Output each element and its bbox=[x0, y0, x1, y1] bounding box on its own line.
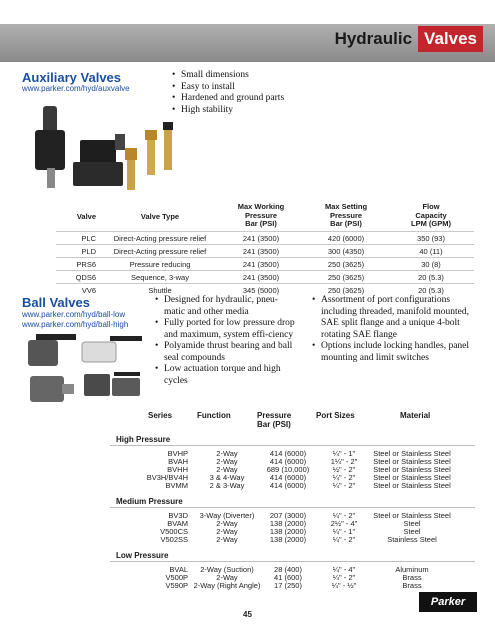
ball-cell-ports: ¼" - 2" bbox=[332, 535, 356, 544]
aux-col-setting-l3: Bar (PSI) bbox=[330, 219, 362, 228]
ball-cell-material: Steel or Stainless Steel bbox=[373, 449, 451, 458]
aux-col-valve: Valve bbox=[76, 212, 96, 221]
aux-col-setting-l1: Max Setting bbox=[324, 202, 368, 211]
ball-cell-series: BVAL bbox=[169, 565, 188, 574]
aux-bullet: • Easy to install bbox=[172, 82, 332, 94]
aux-cell-flow: 30 (8) bbox=[421, 260, 441, 269]
ball-cell-series: V500P bbox=[165, 573, 188, 582]
aux-col-working-l3: Bar (PSI) bbox=[245, 219, 277, 228]
ball-cell-function: 3-Way (Diverter) bbox=[199, 511, 255, 520]
ball-bullet: • Assortment of port configurations including threaded, manifold mounted, SAE split flange and a unique 4-bolt rotating SAE flange bbox=[312, 295, 482, 341]
ball-cell-pressure: 28 (400) bbox=[274, 565, 302, 574]
aux-bullet: • Small dimensions bbox=[172, 70, 332, 82]
aux-cell-type: Direct-Acting pressure relief bbox=[113, 234, 207, 243]
ball-col-pressure-l2: Bar (PSI) bbox=[257, 420, 291, 429]
group-label-high: High Pressure bbox=[116, 435, 171, 444]
header-title-boxed: Valves bbox=[418, 26, 483, 52]
ball-cell-material: Brass bbox=[402, 573, 422, 582]
ball-cell-series: BVMM bbox=[165, 481, 188, 490]
aux-cell-type: Shuttle bbox=[148, 286, 172, 295]
ball-col-ports: Port Sizes bbox=[316, 411, 355, 420]
ball-cell-material: Steel bbox=[403, 519, 421, 528]
group-divider bbox=[110, 561, 475, 562]
ball-cell-function: 3 & 4-Way bbox=[209, 473, 245, 482]
ball-cell-material: Brass bbox=[402, 581, 422, 590]
aux-valves-photo bbox=[25, 100, 175, 200]
aux-col-setting bbox=[306, 203, 386, 229]
ball-cell-material: Steel or Stainless Steel bbox=[373, 457, 451, 466]
aux-cell-valve: QDS6 bbox=[75, 273, 96, 282]
group-divider bbox=[110, 445, 475, 446]
ball-cell-material: Aluminum bbox=[395, 565, 429, 574]
ball-bullet: • Polyamide thrust bearing and ball seal compounds bbox=[155, 341, 295, 364]
group-label-medium: Medium Pressure bbox=[116, 497, 183, 506]
ball-col-function: Function bbox=[197, 411, 231, 420]
ball-cell-pressure: 414 (6000) bbox=[269, 481, 307, 490]
aux-table bbox=[56, 203, 474, 296]
ball-cell-function: 2-Way bbox=[216, 449, 238, 458]
ball-cell-ports: 2½" - 4" bbox=[330, 519, 358, 528]
ball-cell-material: Stainless Steel bbox=[387, 535, 437, 544]
ball-cell-pressure: 207 (3000) bbox=[269, 511, 307, 520]
ball-cell-material: Steel bbox=[403, 527, 421, 536]
ball-cell-ports: ¼" - ½" bbox=[331, 581, 357, 590]
ball-cell-function: 2-Way bbox=[216, 519, 238, 528]
ball-bullet: • Options include locking handles, panel mounting and limit switches bbox=[312, 341, 482, 364]
ball-cell-material: Steel or Stainless Steel bbox=[373, 473, 451, 482]
aux-table-header bbox=[56, 203, 474, 231]
ball-col-series: Series bbox=[148, 411, 173, 420]
aux-cell-type: Pressure reducing bbox=[129, 260, 191, 269]
ball-cell-pressure: 41 (600) bbox=[274, 573, 302, 582]
ball-cell-function: 2-Way bbox=[216, 527, 238, 536]
ball-cell-pressure: 689 (10,000) bbox=[266, 465, 310, 474]
ball-cell-ports: ¼" - 2" bbox=[332, 481, 356, 490]
ball-bullet: • Fully ported for low pressure drop and maximum, system effi-ciency bbox=[155, 318, 295, 341]
ball-cell-series: V590P bbox=[165, 581, 188, 590]
aux-col-flow-l2: Capacity bbox=[415, 210, 447, 220]
ball-cell-ports: ¼" - 2" bbox=[332, 473, 356, 482]
ball-link-low[interactable]: www.parker.com/hyd/ball-low bbox=[22, 310, 126, 319]
aux-cell-setting: 250 (3625) bbox=[327, 260, 365, 269]
aux-cell-type: Sequence, 3-way bbox=[131, 273, 189, 282]
ball-bullet: • Low actuation torque and high cycles bbox=[155, 364, 295, 387]
table-row bbox=[56, 270, 474, 283]
aux-cell-flow: 20 (5.3) bbox=[418, 273, 444, 282]
aux-cell-setting: 250 (3625) bbox=[327, 273, 365, 282]
ball-cell-pressure: 414 (6000) bbox=[269, 449, 307, 458]
aux-cell-valve: PRS6 bbox=[76, 260, 96, 269]
ball-cell-series: V502SS bbox=[160, 535, 188, 544]
aux-col-working-l2: Pressure bbox=[244, 210, 278, 220]
aux-col-flow-l1: Flow bbox=[422, 202, 440, 211]
group-label-low: Low Pressure bbox=[116, 551, 169, 560]
aux-bullets bbox=[172, 70, 332, 116]
ball-col-material: Material bbox=[400, 411, 431, 420]
aux-cell-flow: 350 (93) bbox=[417, 234, 445, 243]
ball-cell-ports: ¼" - 2" bbox=[332, 573, 356, 582]
ball-cell-series: BVHP bbox=[167, 449, 188, 458]
aux-cell-working: 345 (5000) bbox=[242, 286, 280, 295]
aux-link[interactable]: www.parker.com/hyd/auxvalve bbox=[22, 84, 130, 93]
aux-col-working-l1: Max Working bbox=[237, 202, 285, 211]
aux-cell-working: 241 (3500) bbox=[242, 273, 280, 282]
ball-cell-series: BV3D bbox=[168, 511, 188, 520]
table-row bbox=[56, 244, 474, 257]
ball-cell-series: BVAM bbox=[167, 519, 188, 528]
aux-cell-valve: PLC bbox=[81, 234, 96, 243]
aux-col-flow bbox=[386, 203, 476, 229]
ball-cell-series: V500CS bbox=[160, 527, 188, 536]
ball-cell-pressure: 138 (2000) bbox=[269, 527, 307, 536]
ball-cell-series: BVAH bbox=[168, 457, 188, 466]
ball-cell-pressure: 414 (6000) bbox=[269, 473, 307, 482]
aux-cell-flow: 20 (5.3) bbox=[418, 286, 444, 295]
ball-cell-function: 2-Way (Suction) bbox=[200, 565, 254, 574]
ball-valves-photo bbox=[22, 332, 147, 414]
ball-cell-material: Steel or Stainless Steel bbox=[373, 511, 451, 520]
ball-cell-series: BV3H/BV4H bbox=[146, 473, 188, 482]
ball-cell-pressure: 138 (2000) bbox=[269, 535, 307, 544]
parker-logo-text: Parker bbox=[430, 596, 466, 608]
ball-col-pressure-l1: Pressure bbox=[257, 411, 292, 420]
ball-bullets-left bbox=[155, 295, 295, 387]
aux-cell-working: 241 (3500) bbox=[242, 247, 280, 256]
aux-cell-setting: 420 (6000) bbox=[327, 234, 365, 243]
ball-cell-ports: 1¼" - 2" bbox=[330, 457, 358, 466]
table-row bbox=[56, 257, 474, 270]
ball-cell-ports: ¼" - 4" bbox=[332, 565, 356, 574]
aux-col-type: Valve Type bbox=[140, 212, 180, 221]
ball-cell-series: BVHH bbox=[167, 465, 188, 474]
aux-cell-flow: 40 (11) bbox=[419, 247, 443, 256]
aux-cell-setting: 250 (3625) bbox=[327, 286, 365, 295]
ball-cell-material: Steel or Stainless Steel bbox=[373, 481, 451, 490]
ball-cell-material: Steel or Stainless Steel bbox=[373, 465, 451, 474]
aux-bullet: • Hardened and ground parts bbox=[172, 93, 332, 105]
ball-cell-function: 2-Way (Right Angle) bbox=[193, 581, 261, 590]
aux-cell-type: Direct-Acting pressure relief bbox=[113, 247, 207, 256]
aux-cell-working: 241 (3500) bbox=[242, 234, 280, 243]
aux-col-setting-l2: Pressure bbox=[329, 210, 363, 220]
ball-cell-ports: ¼" - 2" bbox=[332, 511, 356, 520]
ball-cell-function: 2-Way bbox=[216, 457, 238, 466]
page-number: 45 bbox=[243, 610, 252, 619]
ball-link-high[interactable]: www.parker.com/hyd/ball-high bbox=[22, 320, 129, 329]
aux-cell-working: 241 (3500) bbox=[242, 260, 280, 269]
section-title bbox=[335, 26, 483, 52]
aux-col-flow-l3: LPM (GPM) bbox=[411, 219, 451, 228]
ball-cell-ports: ½" - 2" bbox=[332, 465, 356, 474]
ball-cell-ports: ¼" - 1" bbox=[332, 449, 356, 458]
ball-cell-function: 2 & 3-Way bbox=[209, 481, 245, 490]
ball-bullet: • Designed for hydraulic, pneu-matic and other media bbox=[155, 295, 295, 318]
page-header bbox=[0, 18, 495, 62]
ball-title: Ball Valves bbox=[22, 295, 90, 310]
ball-cell-pressure: 414 (6000) bbox=[269, 457, 307, 466]
ball-cell-function: 2-Way bbox=[216, 465, 238, 474]
parker-logo bbox=[419, 592, 477, 612]
ball-cell-function: 2-Way bbox=[216, 573, 238, 582]
table-row bbox=[56, 231, 474, 244]
ball-cell-pressure: 138 (2000) bbox=[269, 519, 307, 528]
ball-cell-ports: ¼" - 1" bbox=[332, 527, 356, 536]
ball-cell-pressure: 17 (250) bbox=[274, 581, 302, 590]
aux-cell-setting: 300 (4350) bbox=[327, 247, 365, 256]
aux-title: Auxiliary Valves bbox=[22, 70, 122, 85]
aux-cell-valve: VV6 bbox=[81, 286, 96, 295]
aux-col-working bbox=[216, 203, 306, 229]
header-title-plain: Hydraulic bbox=[334, 29, 413, 48]
group-divider bbox=[110, 507, 475, 508]
ball-cell-function: 2-Way bbox=[216, 535, 238, 544]
ball-col-pressure bbox=[257, 411, 291, 429]
aux-cell-valve: PLD bbox=[81, 247, 96, 256]
ball-bullets-right bbox=[312, 295, 482, 364]
aux-bullet: • High stability bbox=[172, 105, 332, 117]
